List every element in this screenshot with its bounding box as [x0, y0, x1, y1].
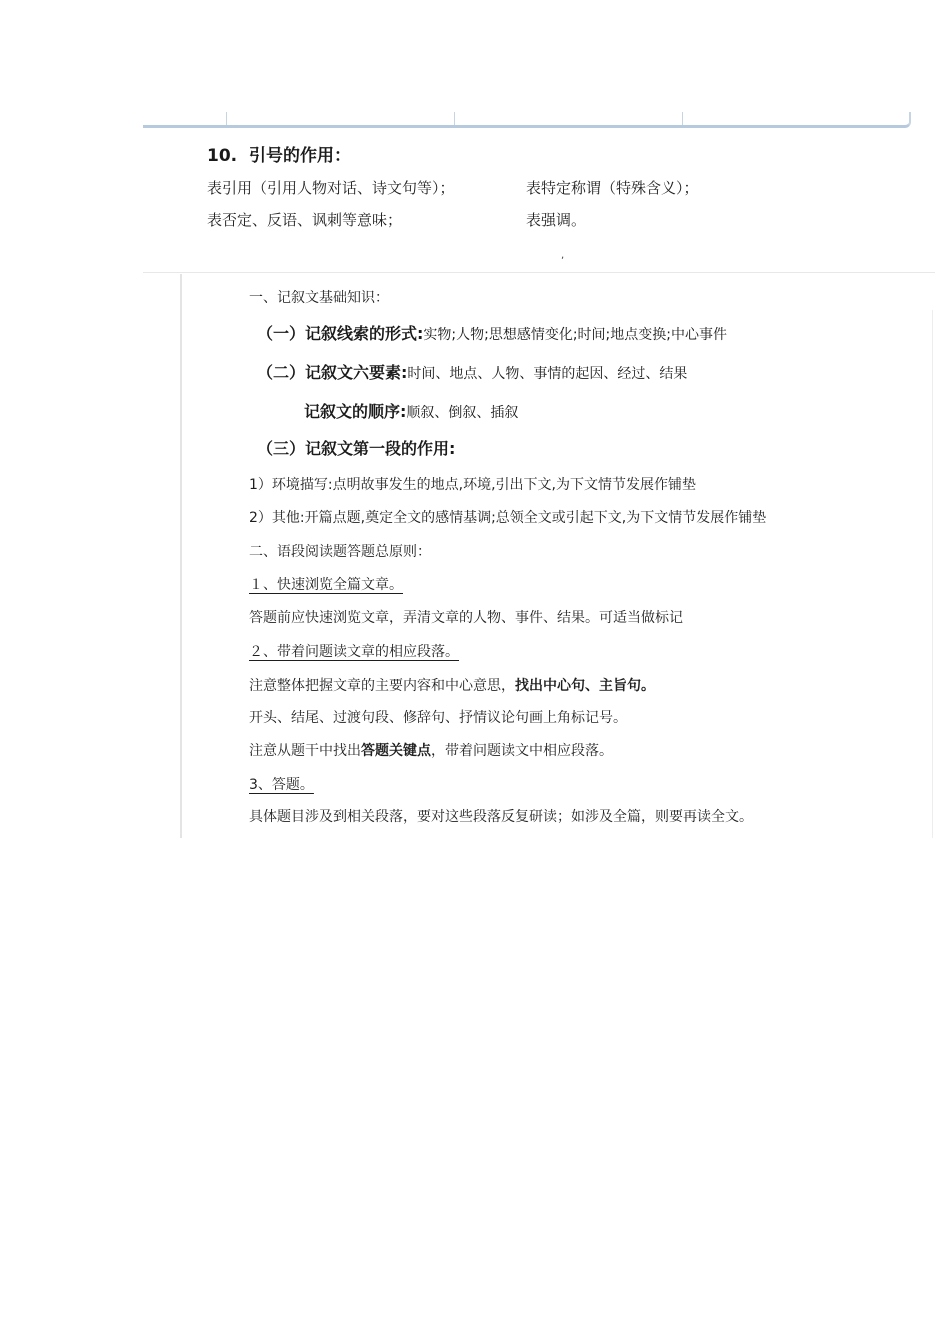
- quote-use-4: 表强调。: [526, 211, 587, 229]
- narrative-item-1: [257, 321, 727, 344]
- reading-step-2: ２、带着问题读文章的相应段落。: [249, 644, 459, 660]
- panel-top-border: [143, 272, 935, 273]
- table-column-divider: [454, 112, 455, 125]
- reading-step-2-line-3: [249, 740, 613, 760]
- text-part: ，带着问题读文中相应段落。: [431, 743, 613, 759]
- text-part: 注意从题干中找出: [249, 743, 361, 759]
- narrative-item-4: （三）记叙文第一段的作用:: [257, 439, 456, 458]
- quote-use-1: 表引用（引用人物对话、诗文句等）；: [207, 179, 455, 197]
- stray-mark: ,: [561, 250, 565, 261]
- item-text: 顺叙、倒叙、插叙: [406, 405, 519, 421]
- table-column-divider: [682, 112, 683, 125]
- table-column-divider: [226, 112, 227, 125]
- item-label: （二）记叙文六要素:: [257, 363, 408, 382]
- item-text: 时间、地点、人物、事情的起因、经过、结果: [407, 366, 688, 382]
- narrative-point-2: 2）其他:开篇点题,奠定全文的感情基调;总领全文或引起下文,为下文情节发展作铺垫: [249, 510, 767, 526]
- reading-step-2-text: [249, 675, 655, 695]
- item-label: （一）记叙线索的形式:: [257, 324, 424, 343]
- panel-right-border: [932, 310, 933, 838]
- narrative-heading: 一、记叙文基础知识：: [249, 290, 389, 306]
- reading-step-2-line-2: 开头、结尾、过渡句段、修辞句、抒情议论句画上角标记号。: [249, 710, 627, 726]
- table-bottom-edge: [143, 112, 911, 128]
- item-label: 记叙文的顺序:: [304, 402, 407, 421]
- quote-use-2: 表特定称谓（特殊含义）；: [526, 179, 699, 197]
- section-title-text: 引号的作用：: [248, 146, 351, 166]
- quote-use-3: 表否定、反语、讽刺等意味；: [207, 211, 403, 229]
- reading-heading: 二、语段阅读题答题总原则：: [249, 544, 431, 560]
- narrative-item-2: [257, 360, 687, 383]
- reading-step-1: １、快速浏览全篇文章。: [249, 577, 403, 593]
- narrative-item-3: [304, 399, 518, 422]
- reading-step-3: 3、答题。: [249, 777, 314, 793]
- item-text: 实物;人物;思想感情变化;时间;地点变换;中心事件: [423, 327, 727, 343]
- reading-step-3-text: 具体题目涉及到相关段落，要对这些段落反复研读；如涉及全篇，则要再读全文。: [249, 809, 753, 825]
- narrative-point-1: 1）环境描写:点明故事发生的地点,环境,引出下文,为下文情节发展作铺垫: [249, 477, 696, 493]
- section-10-title: [207, 141, 351, 166]
- bold-text-part: 答题关键点: [361, 743, 431, 759]
- reading-step-1-text: 答题前应快速浏览文章，弄清文章的人物、事件、结果。可适当做标记: [249, 610, 683, 626]
- bold-text-part: 找出中心句、主旨句。: [515, 678, 655, 694]
- text-part: 注意整体把握文章的主要内容和中心意思，: [249, 678, 515, 694]
- panel-left-border: [180, 274, 182, 838]
- section-number: 10.: [207, 146, 238, 166]
